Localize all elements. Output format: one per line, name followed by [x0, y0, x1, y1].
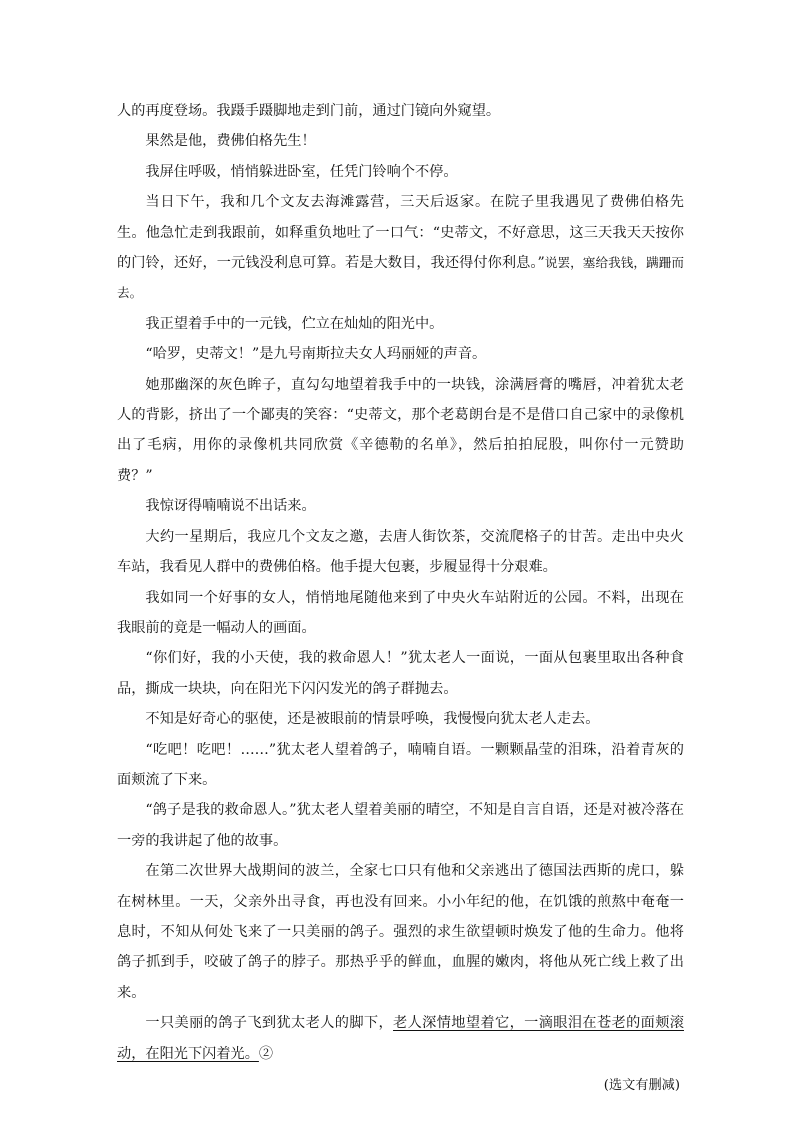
paragraph	[117, 1008, 684, 1069]
question-marker: ②	[258, 1045, 274, 1062]
paragraph: “鸽子是我的救命恩人。”犹太老人望着美丽的晴空，不知是自言自语，还是对被冷落在一旁的我讲起了他的故事。	[117, 802, 684, 849]
paragraph: 在第二次世界大战期间的波兰，全家七口只有他和父亲逃出了德国法西斯的虎口，躲在树林里。一天，父亲外出寻食，再也没有回来。小小年纪的他，在饥饿的煎熬中奄奄一息时，不知从何处飞来了一只美丽的鸽子。强烈的求生欲望顿时焕发了他的生命力。他将鸽子抓到手，咬破了鸽子的脖子。那热乎乎的鲜血，血腥的嫩肉，将他从死亡线上救了出来。	[117, 863, 684, 1001]
paragraph-text: 一只美丽的鸽子飞到犹太老人的脚下，	[145, 1015, 394, 1032]
paragraph-text-small: 说罢，塞给我钱，蹒跚而去。	[117, 255, 685, 301]
paragraph: 人的再度登场。我蹑手蹑脚地走到门前，通过门镜向外窥望。	[117, 103, 501, 119]
paragraph: 我正望着手中的一元钱，伫立在灿灿的阳光中。	[145, 315, 444, 332]
paragraph: 大约一星期后，我应几个文友之邀，去唐人街饮茶，交流爬格子的甘苦。走出中央火车站，我看见人群中的费佛伯格。他手提大包裹，步履显得十分艰难。	[117, 528, 684, 576]
paragraph: “吃吧！吃吧！……”犹太老人望着鸽子，喃喃自语。一颗颗晶莹的泪珠，沿着青灰的面颊流了下来。	[117, 741, 684, 788]
paragraph-text: 当日下午，我和几个文友去海滩露营，三天后返家。在院子里我遇见了费佛伯格先生。他急忙走到我跟前，如释重负地吐了一口气：“史蒂文，不好意思，这三天我天天按你的门铃，还好，一元钱没利息可算。若是大数目，我还得付你利息。”	[117, 194, 684, 272]
paragraph: 我屏住呼吸，悄悄躲进卧室，任凭门铃响个不停。	[145, 163, 458, 180]
paragraph: 我惊讶得喃喃说不出话来。	[145, 498, 316, 515]
article-body	[117, 96, 684, 1101]
source-note: (选文有删减)	[603, 1078, 680, 1093]
paragraph: 她那幽深的灰色眸子，直勾勾地望着我手中的一块钱，涂满唇膏的嘴唇，冲着犹太老人的背影，挤出了一个鄙夷的笑容：“史蒂文，那个老葛朗台是不是借口自己家中的录像机出了毛病，用你的录像机共同欣赏《辛德勒的名单》，然后拍拍屁股，叫你付一元赞助费？”	[117, 376, 684, 484]
underlined-sentence: 老人深情地望着它，一滴眼泪在苍老的面颊滚动，在阳光下闪着光。	[117, 1015, 684, 1062]
paragraph: 不知是好奇心的驱使，还是被眼前的情景呼唤，我慢慢向犹太老人走去。	[145, 711, 600, 728]
paragraph: 我如同一个好事的女人，悄悄地尾随他来到了中央火车站附近的公园。不料，出现在我眼前的竟是一幅动人的画面。	[117, 589, 684, 636]
paragraph: “你们好，我的小天使，我的救命恩人！”犹太老人一面说，一面从包裹里取出各种食品，撕成一块块，向在阳光下闪闪发光的鸽子群抛去。	[117, 650, 684, 697]
paragraph	[117, 187, 684, 309]
paragraph: 果然是他，费佛伯格先生！	[145, 133, 316, 150]
paragraph: “哈罗，史蒂文！”是九号南斯拉夫女人玛丽娅的声音。	[145, 346, 487, 363]
